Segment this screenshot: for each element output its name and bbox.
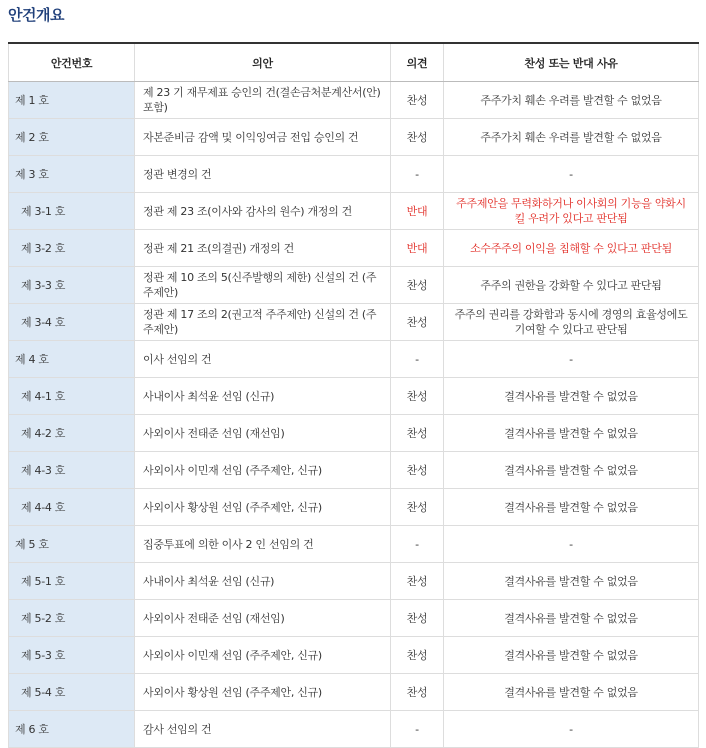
- agenda-number-cell: 제 2 호: [9, 119, 135, 156]
- reason-cell: 주주의 권한을 강화할 수 있다고 판단됨: [444, 267, 699, 304]
- agenda-number-cell: 제 4-2 호: [9, 415, 135, 452]
- opinion-cell: 찬성: [391, 378, 444, 415]
- reason-cell: 결격사유를 발견할 수 없었음: [444, 452, 699, 489]
- table-row: [9, 711, 699, 748]
- agenda-number-cell: 제 4-1 호: [9, 378, 135, 415]
- agenda-number-cell: 제 6 호: [9, 711, 135, 748]
- table-row: [9, 415, 699, 452]
- page-title: 안건개요: [8, 6, 64, 24]
- agenda-table: [8, 42, 699, 748]
- opinion-cell: 반대: [391, 193, 444, 230]
- opinion-cell: 찬성: [391, 563, 444, 600]
- reason-cell: 결격사유를 발견할 수 없었음: [444, 674, 699, 711]
- agenda-number-cell: 제 5-4 호: [9, 674, 135, 711]
- agenda-number-cell: 제 1 호: [9, 82, 135, 119]
- table-row: [9, 637, 699, 674]
- table-header-row: [9, 43, 699, 82]
- agenda-number-cell: 제 3-4 호: [9, 304, 135, 341]
- agenda-title-cell: 사외이사 전태준 선임 (재선임): [135, 415, 391, 452]
- header-reason: 찬성 또는 반대 사유: [444, 43, 699, 82]
- agenda-title-cell: 사외이사 이민재 선임 (주주제안, 신규): [135, 452, 391, 489]
- header-agenda-number: 안건번호: [9, 43, 135, 82]
- reason-cell: 주주의 권리를 강화함과 동시에 경영의 효율성에도 기여할 수 있다고 판단됨: [444, 304, 699, 341]
- opinion-cell: 찬성: [391, 674, 444, 711]
- agenda-title-cell: 사내이사 최석윤 선임 (신규): [135, 378, 391, 415]
- table-row: [9, 230, 699, 267]
- opinion-cell: 찬성: [391, 489, 444, 526]
- agenda-title-cell: 자본준비금 감액 및 이익잉여금 전입 승인의 건: [135, 119, 391, 156]
- agenda-title-cell: 제 23 기 재무제표 승인의 건(결손금처분계산서(안) 포함): [135, 82, 391, 119]
- agenda-title-cell: 정관 제 21 조(의결권) 개정의 건: [135, 230, 391, 267]
- table-row: [9, 674, 699, 711]
- agenda-number-cell: 제 5 호: [9, 526, 135, 563]
- header-agenda: 의안: [135, 43, 391, 82]
- agenda-title-cell: 집중투표에 의한 이사 2 인 선임의 건: [135, 526, 391, 563]
- reason-cell: -: [444, 711, 699, 748]
- opinion-cell: 찬성: [391, 82, 444, 119]
- agenda-number-cell: 제 4-4 호: [9, 489, 135, 526]
- table-row: [9, 304, 699, 341]
- agenda-title-cell: 사내이사 최석윤 선임 (신규): [135, 563, 391, 600]
- agenda-number-cell: 제 3-1 호: [9, 193, 135, 230]
- agenda-title-cell: 사외이사 황상원 선임 (주주제안, 신규): [135, 489, 391, 526]
- table-row: [9, 267, 699, 304]
- reason-cell: 결격사유를 발견할 수 없었음: [444, 489, 699, 526]
- agenda-number-cell: 제 4-3 호: [9, 452, 135, 489]
- reason-cell: 주주가치 훼손 우려를 발견할 수 없었음: [444, 119, 699, 156]
- agenda-number-cell: 제 5-3 호: [9, 637, 135, 674]
- agenda-title-cell: 정관 변경의 건: [135, 156, 391, 193]
- table-row: [9, 156, 699, 193]
- table-row: [9, 526, 699, 563]
- agenda-title-cell: 정관 제 23 조(이사와 감사의 원수) 개정의 건: [135, 193, 391, 230]
- opinion-cell: -: [391, 341, 444, 378]
- agenda-title-cell: 감사 선임의 건: [135, 711, 391, 748]
- table-row: [9, 489, 699, 526]
- opinion-cell: -: [391, 156, 444, 193]
- opinion-cell: -: [391, 711, 444, 748]
- agenda-number-cell: 제 5-1 호: [9, 563, 135, 600]
- table-row: [9, 563, 699, 600]
- reason-cell: 결격사유를 발견할 수 없었음: [444, 415, 699, 452]
- reason-cell: 결격사유를 발견할 수 없었음: [444, 637, 699, 674]
- reason-cell: 결격사유를 발견할 수 없었음: [444, 563, 699, 600]
- table-row: [9, 119, 699, 156]
- reason-cell: 주주제안을 무력화하거나 이사회의 기능을 약화시킬 우려가 있다고 판단됨: [444, 193, 699, 230]
- reason-cell: -: [444, 526, 699, 563]
- agenda-title-cell: 정관 제 17 조의 2(권고적 주주제안) 신설의 건 (주주제안): [135, 304, 391, 341]
- reason-cell: -: [444, 156, 699, 193]
- agenda-title-cell: 사외이사 전태준 선임 (재선임): [135, 600, 391, 637]
- reason-cell: 소수주주의 이익을 침해할 수 있다고 판단됨: [444, 230, 699, 267]
- table-row: [9, 193, 699, 230]
- header-opinion: 의견: [391, 43, 444, 82]
- opinion-cell: 찬성: [391, 637, 444, 674]
- agenda-number-cell: 제 3 호: [9, 156, 135, 193]
- opinion-cell: 찬성: [391, 600, 444, 637]
- reason-cell: 결격사유를 발견할 수 없었음: [444, 600, 699, 637]
- opinion-cell: 찬성: [391, 452, 444, 489]
- agenda-number-cell: 제 3-3 호: [9, 267, 135, 304]
- table-row: [9, 82, 699, 119]
- opinion-cell: 찬성: [391, 119, 444, 156]
- reason-cell: 결격사유를 발견할 수 없었음: [444, 378, 699, 415]
- agenda-title-cell: 이사 선임의 건: [135, 341, 391, 378]
- agenda-number-cell: 제 3-2 호: [9, 230, 135, 267]
- table-body: [9, 82, 699, 748]
- table-row: [9, 378, 699, 415]
- table-row: [9, 341, 699, 378]
- opinion-cell: 찬성: [391, 304, 444, 341]
- agenda-number-cell: 제 5-2 호: [9, 600, 135, 637]
- reason-cell: 주주가치 훼손 우려를 발견할 수 없었음: [444, 82, 699, 119]
- agenda-title-cell: 사외이사 이민재 선임 (주주제안, 신규): [135, 637, 391, 674]
- table-row: [9, 600, 699, 637]
- table-row: [9, 452, 699, 489]
- reason-cell: -: [444, 341, 699, 378]
- opinion-cell: 찬성: [391, 267, 444, 304]
- agenda-number-cell: 제 4 호: [9, 341, 135, 378]
- agenda-title-cell: 정관 제 10 조의 5(신주발행의 제한) 신설의 건 (주주제안): [135, 267, 391, 304]
- opinion-cell: 반대: [391, 230, 444, 267]
- agenda-title-cell: 사외이사 황상원 선임 (주주제안, 신규): [135, 674, 391, 711]
- opinion-cell: 찬성: [391, 415, 444, 452]
- opinion-cell: -: [391, 526, 444, 563]
